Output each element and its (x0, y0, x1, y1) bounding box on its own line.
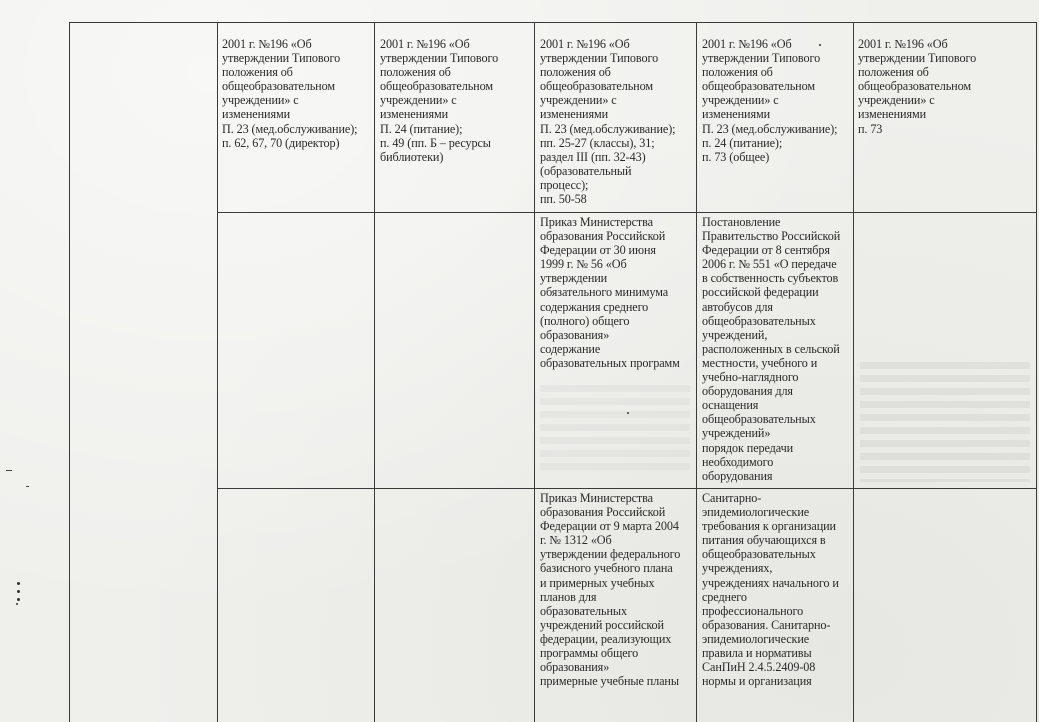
table-cell-r2-c5: Постановление Правительство Российской Федерации от 8 сентября 2006 г. № 551 «О передаче в собственность субъектов российской федерации автобусов для общеобразовательных учреждений, расположенных в сельской местности, учебного и учебно-наглядного оборудования для оснащения общеобразовательных учреждений» порядок передачи необходимого оборудования (702, 215, 841, 483)
table-cell-r3-c4: Приказ Министерства образования Российской Федерации от 9 марта 2004 г. № 1312 «Об утверждении федерального базисного учебного плана и примерных учебных планов для образовательных учреждений российской федерации, реализующих программы общего образования» примерные учебные планы (540, 491, 681, 689)
table-row-border (217, 212, 1037, 213)
table-column-border (1036, 22, 1037, 722)
table-cell-r1-c3: 2001 г. №196 «Об утверждении Типового положения об общеобразовательном учреждении» с изменениями П. 24 (питание); п. 49 (пп. Б – ресурсы библиотеки) (380, 37, 499, 164)
table-row-border (217, 488, 1037, 489)
scan-speck (17, 582, 20, 585)
table-cell-r2-c4: Приказ Министерства образования Российской Федерации от 30 июня 1999 г. № 56 «Об утверждении обязательного минимума содержания среднего (полного) общего образования» содержание образовательных программ (540, 215, 680, 370)
table-cell-r1-c5: 2001 г. №196 «Об утверждении Типового положения об общеобразовательном учреждении» с изменениями П. 23 (мед.обслуживание); п. 24 (питание); п. 73 (общее) (702, 37, 838, 164)
bleed-through-mark (540, 385, 690, 475)
scan-speck (627, 412, 629, 414)
table-cell-r1-c4: 2001 г. №196 «Об утверждении Типового положения об общеобразовательном учреждении» с изменениями П. 23 (мед.обслуживание); пп. 25-27 (классы), 31; раздел III (пп. 32-43) (образовательный процесс); пп. 50-58 (540, 37, 676, 207)
scan-mark (26, 486, 29, 487)
scan-speck (16, 603, 18, 605)
table-column-border (534, 22, 535, 722)
table-top-border (69, 22, 1037, 23)
table-cell-r1-c6: 2001 г. №196 «Об утверждении Типового положения об общеобразовательном учреждении» с изменениями п. 73 (858, 37, 977, 136)
scan-speck (17, 598, 20, 601)
bleed-through-mark (860, 362, 1030, 482)
table-column-border (853, 22, 854, 722)
scan-speck (819, 44, 821, 46)
table-column-border (374, 22, 375, 722)
table-cell-r3-c5: Санитарно- эпидемиологические требования к организации питания обучающихся в общеобразовательных учреждениях, учреждениях начального и среднего профессионального образования. Санитарно- эпидемиологические правила и нормативы СанПиН 2.4.5.2409-08 нормы и организация (702, 491, 839, 689)
scan-speck (17, 590, 20, 593)
table-column-border (217, 22, 218, 722)
table-column-border (696, 22, 697, 722)
table-column-border (69, 22, 70, 722)
table-cell-r1-c2: 2001 г. №196 «Об утверждении Типового положения об общеобразовательном учреждении» с изменениями П. 23 (мед.обслуживание); п. 62, 67, 70 (директор) (222, 37, 358, 150)
scan-mark (6, 470, 12, 471)
